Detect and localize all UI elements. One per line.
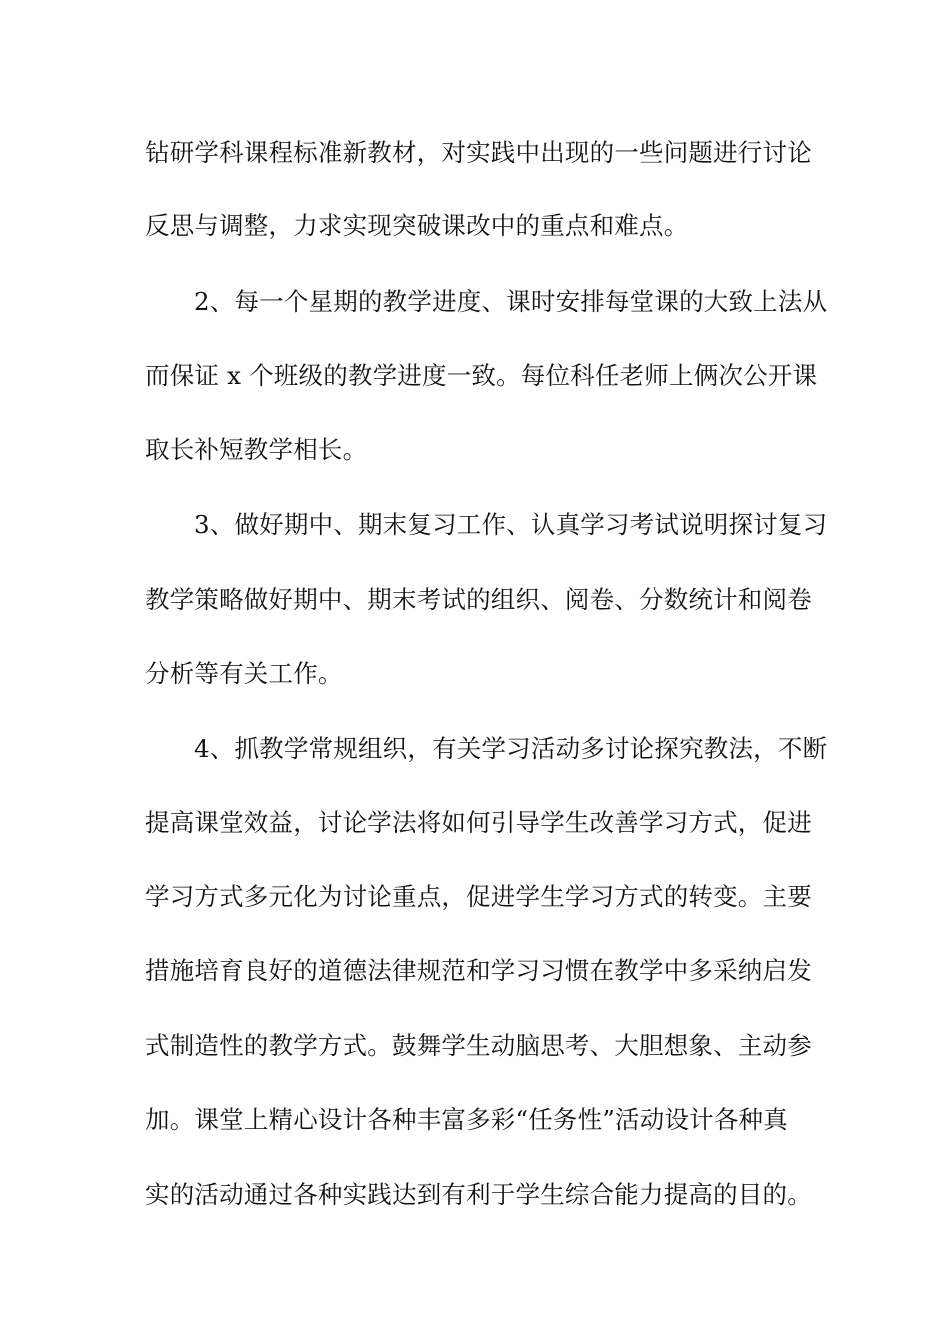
text-line: 提高课堂效益，讨论学法将如何引导学生改善学习方式，促进 <box>145 808 812 837</box>
text-line: 取长补短教学相长。 <box>145 435 368 464</box>
text-line: 4、抓教学常规组织，有关学习活动多讨论探究教法，不断 <box>194 734 828 763</box>
text-line: 分析等有关工作。 <box>145 659 343 688</box>
text-line: 而保证 x 个班级的教学进度一致。每位科任老师上俩次公开课 <box>145 361 818 390</box>
text-line: 实的活动通过各种实践达到有利于学生综合能力提高的目的。 <box>145 1180 812 1209</box>
text-line: 3、做好期中、期末复习工作、认真学习考试说明探讨复习 <box>194 510 828 539</box>
text-line: 教学策略做好期中、期末考试的组织、阅卷、分数统计和阅卷 <box>145 585 812 614</box>
text-line: 反思与调整，力求实现突破课改中的重点和难点。 <box>145 211 689 240</box>
text-line: 式制造性的教学方式。鼓舞学生动脑思考、大胆想象、主动参 <box>145 1031 812 1060</box>
text-line: 学习方式多元化为讨论重点，促进学生学习方式的转变。主要 <box>145 882 812 911</box>
text-line: 加。课堂上精心设计各种丰富多彩“任务性”活动设计各种真 <box>145 1105 788 1134</box>
text-line: 钻研学科课程标准新教材，对实践中出现的一些问题进行讨论 <box>145 138 812 167</box>
text-line: 措施培育良好的道德法律规范和学习习惯在教学中多采纳启发 <box>145 956 812 985</box>
text-line: 2、每一个星期的教学进度、课时安排每堂课的大致上法从 <box>194 287 828 316</box>
